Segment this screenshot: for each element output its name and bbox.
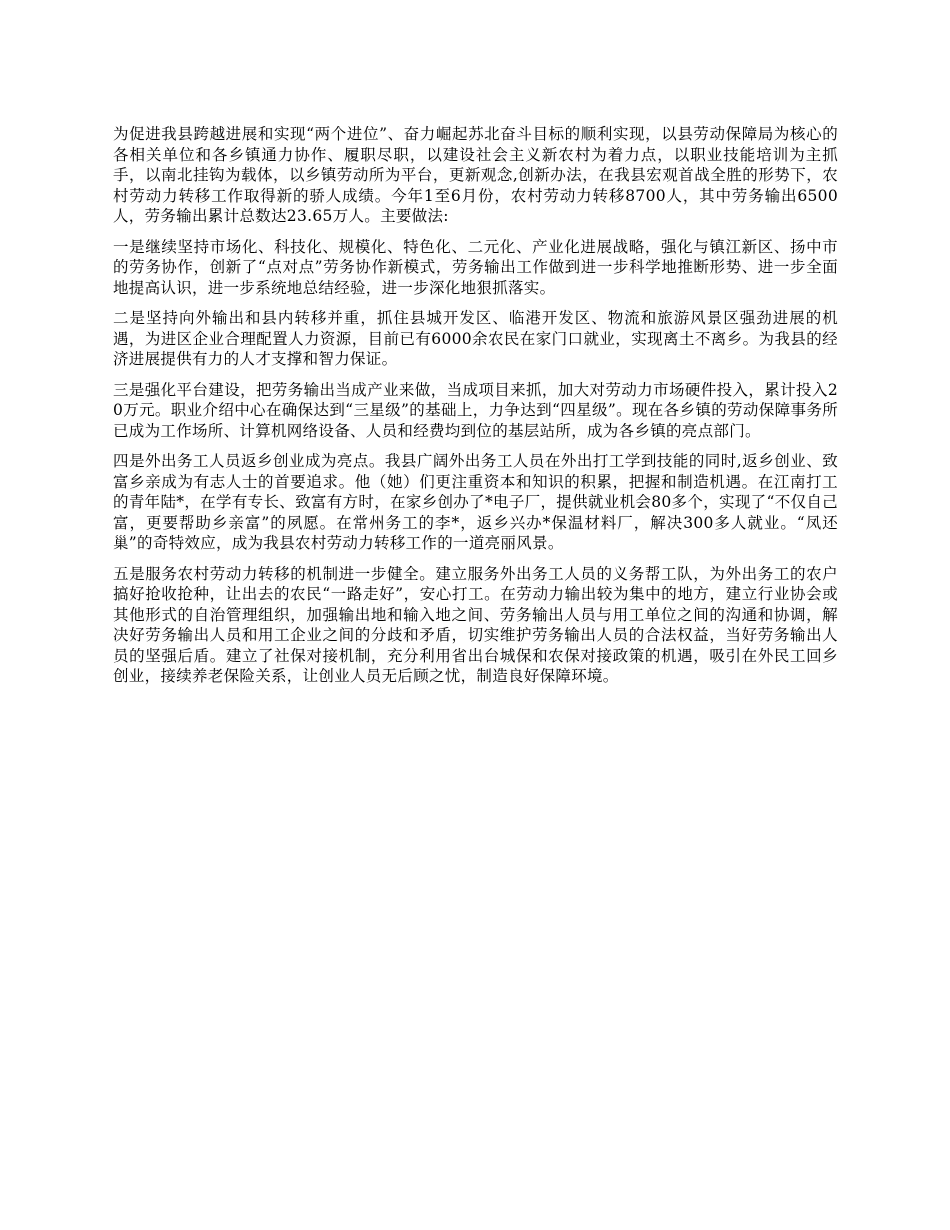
paragraph-point-3: 三是强化平台建设，把劳务输出当成产业来做，当成项目来抓，加大对劳动力市场硬件投入，累计投入20万元。职业介绍中心在确保达到“三星级”的基础上，力争达到“四星级”。现在各乡镇的劳动保障事务所已成为工作场所、计算机网络设备、人员和经费均到位的基层站所，成为各乡镇的亮点部门。 [113, 380, 838, 440]
paragraph-point-1: 一是继续坚持市场化、科技化、规模化、特色化、二元化、产业化进展战略，强化与镇江新区、扬中市的劳务协作，创新了“点对点”劳务协作新模式，劳务输出工作做到进一步科学地推断形势、进一步全面地提高认识，进一步系统地总结经验，进一步深化地狠抓落实。 [113, 237, 838, 297]
paragraph-intro: 为促进我县跨越进展和实现“两个进位”、奋力崛起苏北奋斗目标的顺利实现，以县劳动保障局为核心的各相关单位和各乡镇通力协作、履职尽职，以建设社会主义新农村为着力点，以职业技能培训为主抓手，以南北挂钩为载体，以乡镇劳动所为平台，更新观念,创新办法，在我县宏观首战全胜的形势下，农村劳动力转移工作取得新的骄人成绩。今年1至6月份，农村劳动力转移8700人，其中劳务输出6500人，劳务输出累计总数达23.65万人。主要做法: [113, 125, 838, 225]
paragraph-point-4: 四是外出务工人员返乡创业成为亮点。我县广阔外出务工人员在外出打工学到技能的同时,返乡创业、致富乡亲成为有志人士的首要追求。他（她）们更注重资本和知识的积累，把握和制造机遇。在江南打工的青年陆*，在学有专长、致富有方时，在家乡创办了*电子厂，提供就业机会80多个，实现了“不仅自己富，更要帮助乡亲富”的夙愿。在常州务工的李*，返乡兴办*保温材料厂，解决300多人就业。“凤还巢”的奇特效应，成为我县农村劳动力转移工作的一道亮丽风景。 [113, 452, 838, 552]
paragraph-point-2: 二是坚持向外输出和县内转移并重，抓住县城开发区、临港开发区、物流和旅游风景区强劲进展的机遇，为进区企业合理配置人力资源，目前已有6000余农民在家门口就业，实现离土不离乡。为我县的经济进展提供有力的人才支撑和智力保证。 [113, 309, 838, 368]
document-body [113, 124, 838, 697]
paragraph-point-5: 五是服务农村劳动力转移的机制进一步健全。建立服务外出务工人员的义务帮工队，为外出务工的农户搞好抢收抢种，让出去的农民“一路走好”，安心打工。在劳动力输出较为集中的地方，建立行业协会或其他形式的自治管理组织，加强输出地和输入地之间、劳务输出人员与用工单位之间的沟通和协调，解决好劳务输出人员和用工企业之间的分歧和矛盾，切实维护劳务输出人员的合法权益，当好劳务输出人员的坚强后盾。建立了社保对接机制，充分利用省出台城保和农保对接政策的机遇，吸引在外民工回乡创业，接续养老保险关系，让创业人员无后顾之忧，制造良好保障环境。 [113, 564, 838, 685]
